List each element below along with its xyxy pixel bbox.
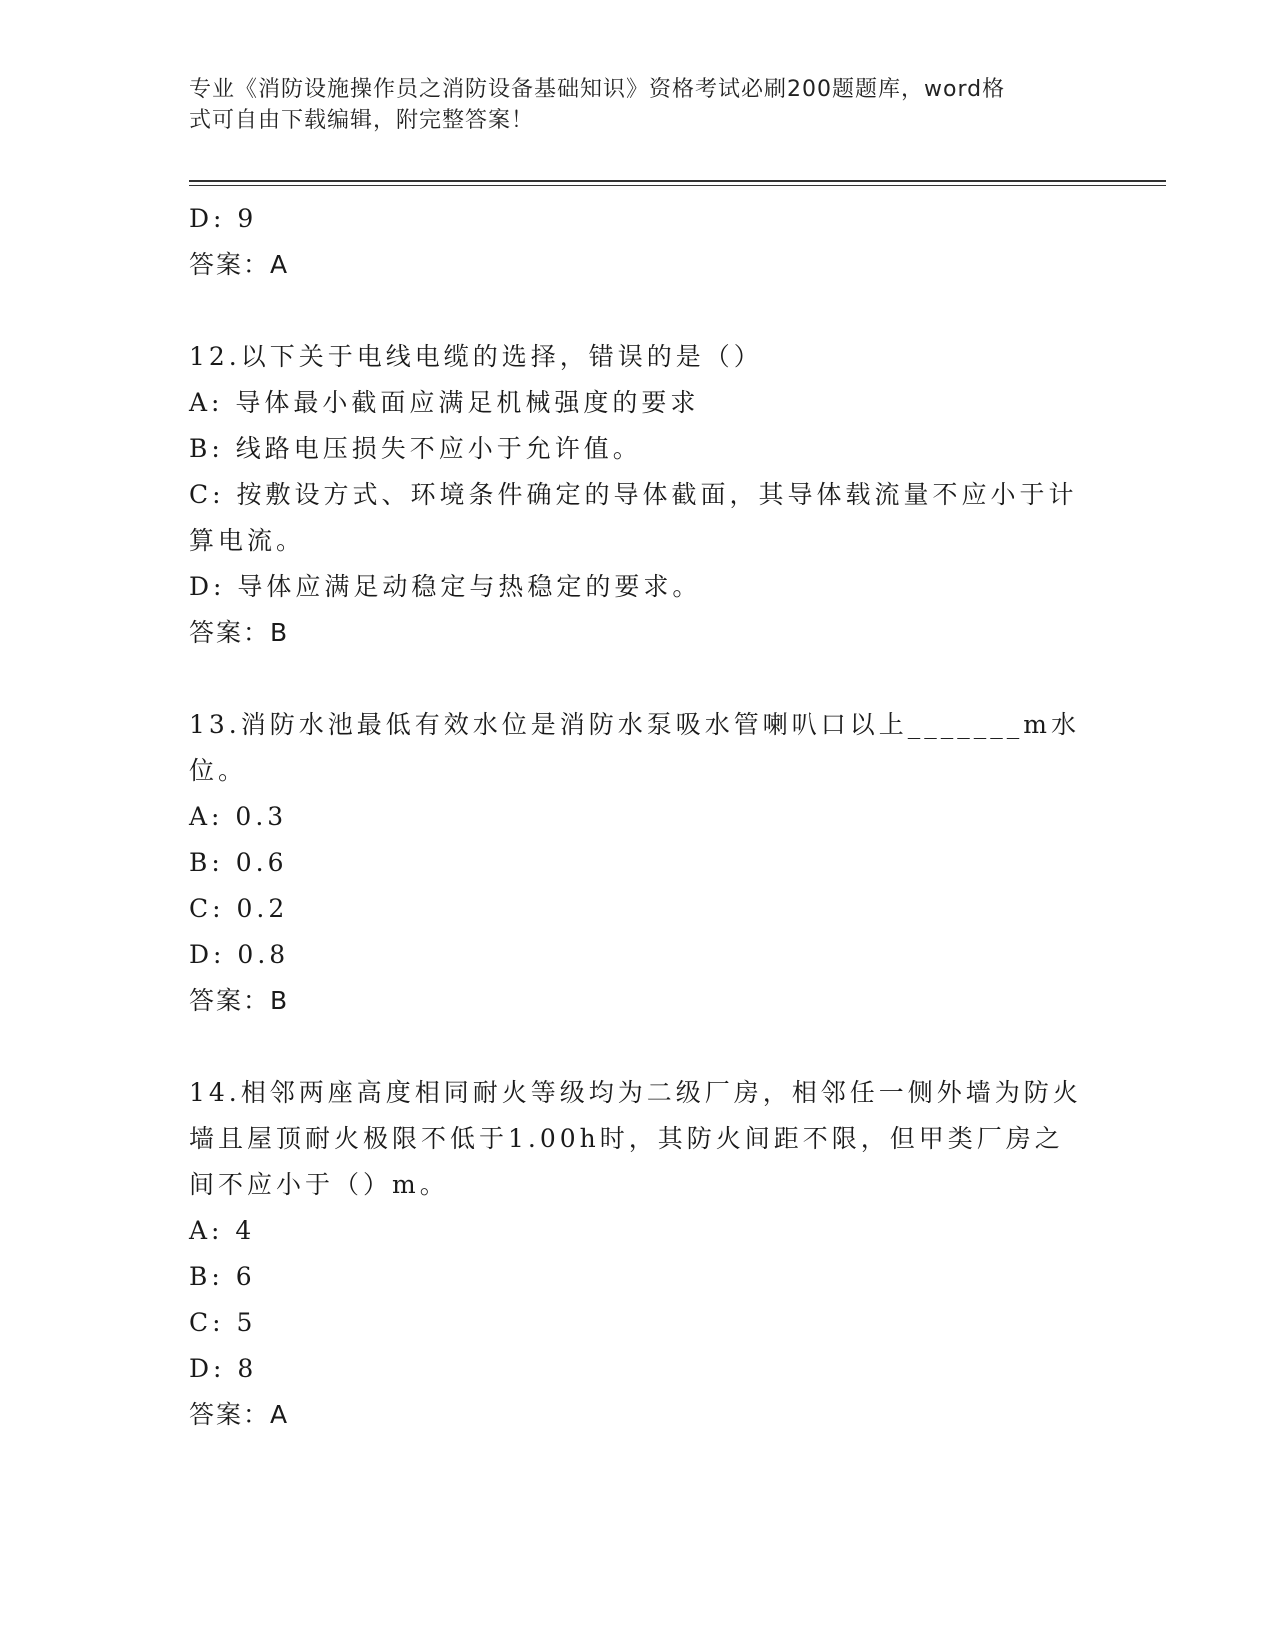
prev-question-option-d: D: 9	[189, 204, 258, 233]
option-d: D: 8	[189, 1354, 258, 1383]
option-b: B: 线路电压损失不应小于允许值。	[189, 434, 642, 463]
answer: 答案：B	[189, 618, 290, 647]
question-stem: 12.以下关于电线电缆的选择，错误的是（）	[189, 342, 763, 371]
option-b: B: 6	[189, 1262, 256, 1291]
question-14	[189, 1070, 1089, 1438]
option-c: C: 按敷设方式、环境条件确定的导体截面，其导体载流量不应小于计算电流。	[189, 480, 1078, 555]
question-list	[189, 196, 1089, 1438]
option-b: B: 0.6	[189, 848, 288, 877]
question-12	[189, 334, 1089, 656]
option-d: D: 导体应满足动稳定与热稳定的要求。	[189, 572, 702, 601]
question-stem: 14.相邻两座高度相同耐火等级均为二级厂房，相邻任一侧外墙为防火墙且屋顶耐火极限不低于1.00h时，其防火间距不限，但甲类厂房之间不应小于（）m。	[189, 1078, 1082, 1199]
answer: 答案：A	[189, 1400, 290, 1429]
header-title-line1: 专业《消防设施操作员之消防设备基础知识》资格考试必刷200题题库，word格	[189, 77, 1006, 102]
prev-question-answer: 答案：A	[189, 250, 290, 279]
header-title-line2: 式可自由下载编辑，附完整答案！	[189, 108, 535, 133]
option-c: C: 5	[189, 1308, 257, 1337]
header-divider-thin	[189, 185, 1166, 186]
option-a: A: 导体最小截面应满足机械强度的要求	[189, 388, 700, 417]
question-13	[189, 702, 1089, 1024]
answer: 答案：B	[189, 986, 290, 1015]
question-stem: 13.消防水池最低有效水位是消防水泵吸水管喇叭口以上_______m水位。	[189, 710, 1080, 785]
header-divider-thick	[189, 180, 1166, 182]
option-a: A: 4	[189, 1216, 256, 1245]
option-c: C: 0.2	[189, 894, 289, 923]
option-d: D: 0.8	[189, 940, 290, 969]
option-a: A: 0.3	[189, 802, 288, 831]
document-header	[189, 74, 1069, 136]
